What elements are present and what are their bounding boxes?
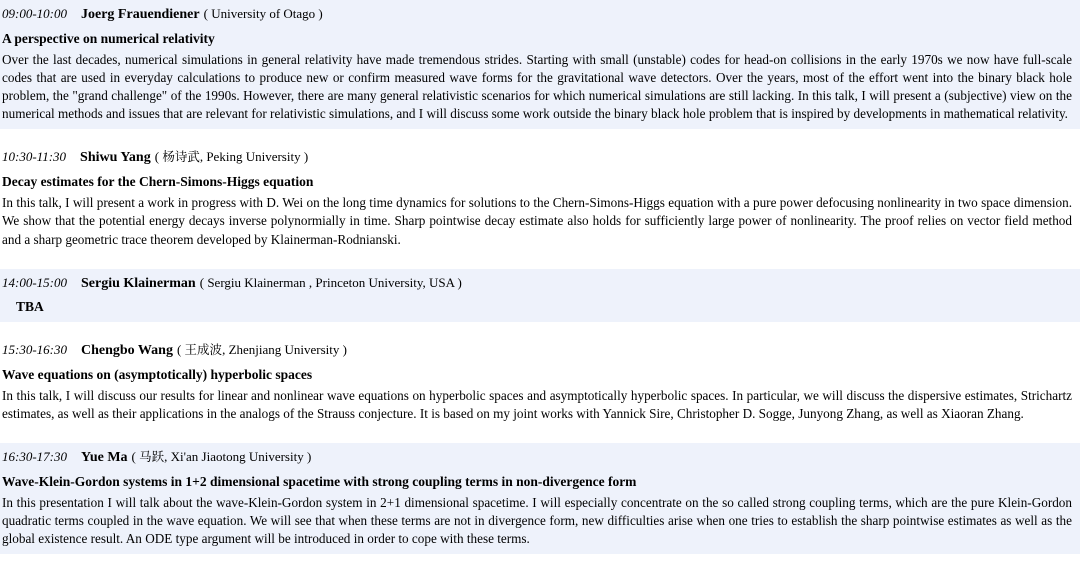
- affiliation-open-paren: (: [154, 149, 160, 165]
- talk-title: Wave equations on (asymptotically) hyperbolic spaces: [2, 366, 313, 382]
- affiliation-open-paren: (: [176, 341, 182, 357]
- talk-header: [2, 443, 1076, 470]
- talk-entry: [0, 0, 1080, 129]
- talk-entry: [0, 269, 1080, 322]
- section-spacer: [0, 129, 1080, 143]
- affiliation-open-paren: (: [203, 6, 208, 21]
- talk-speaker: Sergiu Klainerman: [81, 275, 196, 291]
- talk-abstract: In this talk, I will discuss our results for linear and nonlinear wave equations on hyperbolic spaces and asymptotically hyperbolic spaces. In particular, we will discuss the dispersive estimates, Strichartz estimates, as well as their applications in the analogs of the Strauss conjecture. It is based on my joint works with Yannick Sire, Christopher D. Sogge, Junyong Zhang, as well as Xiaoran Zhang.: [2, 387, 1072, 421]
- talk-entry: [0, 143, 1080, 254]
- talk-time: 10:30-11:30: [2, 149, 67, 165]
- affiliation-open-paren: (: [131, 448, 136, 464]
- talk-time: 14:00-15:00: [2, 274, 67, 290]
- affiliation-name: Sergiu Klainerman , Princeton University, USA: [207, 274, 455, 290]
- section-spacer: [0, 255, 1080, 269]
- talk-header: [2, 143, 1076, 170]
- talk-title: Decay estimates for the Chern-Simons-Higgs equation: [2, 174, 314, 190]
- affiliation-close-paren: ): [303, 149, 309, 165]
- talk-speaker: Joerg Frauendiener: [81, 7, 200, 22]
- affiliation-close-paren: ): [457, 274, 462, 290]
- talk-speaker: Chengbo Wang: [81, 342, 173, 358]
- talk-time: 15:30-16:30: [2, 341, 67, 357]
- talk-affiliation: [132, 449, 312, 464]
- affiliation-name: , Peking University: [199, 149, 301, 165]
- affiliation-cjk: 杨诗武: [162, 149, 200, 165]
- talk-header: [2, 269, 1076, 296]
- talk-time: 09:00-10:00: [2, 6, 67, 21]
- talk-speaker: Yue Ma: [81, 449, 128, 465]
- section-spacer: [0, 322, 1080, 336]
- talk-affiliation: [200, 275, 462, 290]
- section-spacer: [0, 429, 1080, 443]
- talk-time: 16:30-17:30: [2, 448, 67, 464]
- talk-abstract: Over the last decades, numerical simulations in general relativity have made tremendous strides. Starting with small (unstable) codes for head-on collisions in the early 1970s we now have full-scale codes that are used in everyday calculations to produce new or confirm measured wave forms for the gravitational wave detectors. Over the years, most of the effort went into the binary black hole problem, the "grand challenge" of the 1990s. However, there are many general relativistic scenarios for which numerical simulations are still lacking. In this talk, I will present a (subjective) view on the numerical methods and issues that are relevant for relativistic simulations, and I will discuss some work outside the binary black hole problem that is inspired by developments in mathematical relativity.: [2, 52, 1072, 122]
- talk-speaker: Shiwu Yang: [80, 150, 151, 166]
- talk-title: Wave-Klein-Gordon systems in 1+2 dimensional spacetime with strong coupling terms in non-divergence form: [2, 473, 637, 489]
- talk-affiliation: [204, 6, 323, 21]
- talk-title: A perspective on numerical relativity: [2, 30, 215, 46]
- talk-abstract: In this talk, I will present a work in progress with D. Wei on the long time dynamics for solutions to the Chern-Simons-Higgs equation with a pure power defocusing nonlinearity in two space dimension. We show that the potential energy decays inverse polynormially in time. Sharp pointwise decay estimate also holds for sufficiently large power of nonlinearity. The proof relies on vector field method and a sharp geometric trace theorem developed by Klainerman-Rodnianski.: [2, 195, 1072, 247]
- talk-header: [2, 336, 1076, 363]
- affiliation-close-paren: ): [342, 341, 347, 357]
- talk-entry: [0, 336, 1080, 429]
- affiliation-cjk: 王成波: [184, 341, 223, 357]
- affiliation-name: , Zhenjiang University: [222, 341, 340, 357]
- talk-affiliation: [155, 149, 308, 164]
- affiliation-name: , Xi'an Jiaotong University: [164, 448, 304, 464]
- talk-abstract: In this presentation I will talk about the wave-Klein-Gordon system in 2+1 dimensional spacetime. I will especially concentrate on the so called strong coupling terms, which are the pure Klein-Gordon quadratic terms coupled in the wave equation. We will see that when these terms are not in divergence form, new difficulties arise when one tries to establish the sharp pointwise estimates as well as the global existence result. An ODE type argument will be introduced in order to cope with these terms.: [2, 494, 1072, 547]
- affiliation-close-paren: ): [306, 448, 312, 464]
- talk-header: [2, 0, 1076, 27]
- talk-tba: TBA: [16, 299, 44, 315]
- affiliation-cjk: 马跃: [139, 448, 165, 464]
- affiliation-open-paren: (: [199, 274, 205, 290]
- affiliation-close-paren: ): [318, 6, 323, 21]
- talk-entry: [0, 443, 1080, 554]
- affiliation-name: University of Otago: [211, 6, 316, 21]
- talk-affiliation: [177, 342, 347, 357]
